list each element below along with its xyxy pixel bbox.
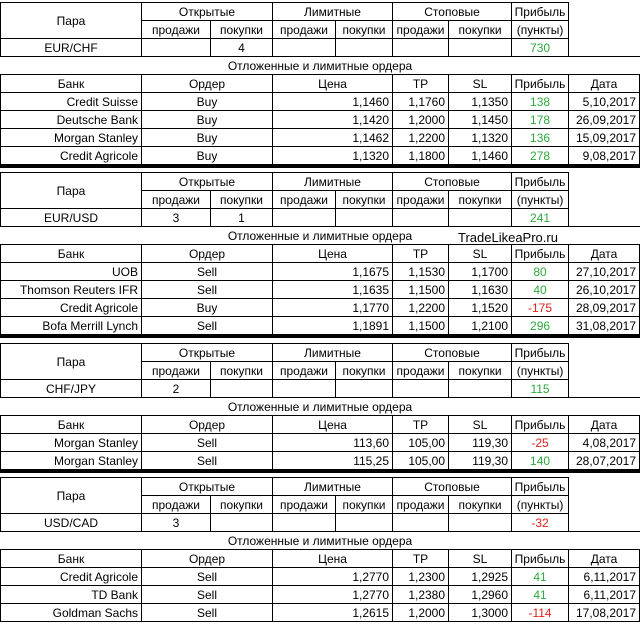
bank-name: Credit Agricole xyxy=(1,299,142,317)
bank-name: Deutsche Bank xyxy=(1,111,142,129)
order-type: Sell xyxy=(142,568,273,586)
order-date: 26,10,2017 xyxy=(569,281,640,299)
order-tp: 1,2380 xyxy=(393,586,449,604)
stop-buys-header: покупки xyxy=(449,496,512,514)
pair-header: Пара xyxy=(1,3,142,39)
order-date: 6,11,2017 xyxy=(569,568,640,586)
open-header: Открытые xyxy=(142,173,273,191)
limit-header: Лимитные xyxy=(273,3,393,21)
pair-block-eur-usd xyxy=(0,172,640,338)
tp-header: TP xyxy=(393,245,449,263)
order-row xyxy=(1,111,640,129)
total-profit: 115 xyxy=(512,380,569,398)
order-profit: 178 xyxy=(512,111,569,129)
limit-buys-header: покупки xyxy=(336,21,393,39)
order-profit-header: Прибыль xyxy=(512,75,569,93)
bank-header: Банк xyxy=(1,245,142,263)
order-sl: 1,1520 xyxy=(449,299,512,317)
order-profit: 80 xyxy=(512,263,569,281)
order-date: 15,09,2017 xyxy=(569,129,640,147)
order-type: Sell xyxy=(142,263,273,281)
order-profit: 278 xyxy=(512,147,569,167)
pair-header: Пара xyxy=(1,173,142,209)
price-header: Цена xyxy=(273,416,393,434)
order-sl: 1,1350 xyxy=(449,93,512,111)
open-buys-header: покупки xyxy=(211,191,273,209)
order-price: 1,1770 xyxy=(273,299,393,317)
order-profit: 136 xyxy=(512,129,569,147)
pair-block-chf-jpy xyxy=(0,343,640,473)
open-sells-header: продажи xyxy=(142,496,211,514)
order-type: Sell xyxy=(142,281,273,299)
limit-sells-header: продажи xyxy=(273,191,336,209)
order-type: Sell xyxy=(142,604,273,622)
sl-header: SL xyxy=(449,550,512,568)
stop-buys-value xyxy=(449,209,512,227)
order-tp: 1,1500 xyxy=(393,281,449,299)
order-sl: 1,1700 xyxy=(449,263,512,281)
open-sells-value: 3 xyxy=(142,209,211,227)
order-type: Sell xyxy=(142,434,273,452)
order-price: 1,1420 xyxy=(273,111,393,129)
stop-sells-header: продажи xyxy=(393,496,449,514)
order-row xyxy=(1,263,640,281)
order-tp: 1,2000 xyxy=(393,111,449,129)
order-type: Buy xyxy=(142,299,273,317)
order-date: 9,08,2017 xyxy=(569,147,640,167)
tp-header: TP xyxy=(393,416,449,434)
order-date: 28,07,2017 xyxy=(569,452,640,472)
limit-buys-value xyxy=(336,39,393,57)
total-profit: 730 xyxy=(512,39,569,57)
order-date: 6,11,2017 xyxy=(569,586,640,604)
limit-sells-header: продажи xyxy=(273,496,336,514)
order-type: Buy xyxy=(142,111,273,129)
order-tp: 1,1800 xyxy=(393,147,449,167)
limit-sells-value xyxy=(273,380,336,398)
stop-buys-header: покупки xyxy=(449,191,512,209)
profit-header: Прибыль xyxy=(512,173,569,191)
order-profit: 40 xyxy=(512,281,569,299)
order-type: Buy xyxy=(142,129,273,147)
limit-sells-header: продажи xyxy=(273,21,336,39)
date-header: Дата xyxy=(569,245,640,263)
bank-header: Банк xyxy=(1,75,142,93)
limit-buys-value xyxy=(336,380,393,398)
stop-header: Стоповые xyxy=(393,3,512,21)
sl-header: SL xyxy=(449,416,512,434)
pair-name: EUR/USD xyxy=(1,209,142,227)
order-type: Sell xyxy=(142,586,273,604)
stop-header: Стоповые xyxy=(393,344,512,362)
order-price: 1,1320 xyxy=(273,147,393,167)
order-price: 1,1635 xyxy=(273,281,393,299)
stop-sells-value xyxy=(393,209,449,227)
stop-sells-header: продажи xyxy=(393,362,449,380)
bank-name: TD Bank xyxy=(1,586,142,604)
points-header: (пункты) xyxy=(512,21,569,39)
bank-name: UOB xyxy=(1,263,142,281)
order-sl: 1,1450 xyxy=(449,111,512,129)
order-price: 1,1675 xyxy=(273,263,393,281)
order-tp: 105,00 xyxy=(393,452,449,472)
stop-sells-header: продажи xyxy=(393,21,449,39)
points-header: (пункты) xyxy=(512,496,569,514)
order-tp: 1,1530 xyxy=(393,263,449,281)
bank-name: Morgan Stanley xyxy=(1,434,142,452)
limit-buys-header: покупки xyxy=(336,362,393,380)
order-sl: 119,30 xyxy=(449,452,512,472)
bank-header: Банк xyxy=(1,416,142,434)
open-sells-value xyxy=(142,39,211,57)
pending-orders-title: Отложенные и лимитные ордера xyxy=(1,398,640,416)
order-tp: 1,2200 xyxy=(393,129,449,147)
order-profit: 138 xyxy=(512,93,569,111)
bank-name: Goldman Sachs xyxy=(1,604,142,622)
date-header: Дата xyxy=(569,75,640,93)
order-profit: 41 xyxy=(512,586,569,604)
open-buys-header: покупки xyxy=(211,496,273,514)
order-price: 115,25 xyxy=(273,452,393,472)
stop-sells-value xyxy=(393,380,449,398)
limit-header: Лимитные xyxy=(273,173,393,191)
order-tp: 1,1500 xyxy=(393,317,449,337)
open-buys-value xyxy=(211,380,273,398)
order-type: Buy xyxy=(142,147,273,167)
order-row xyxy=(1,586,640,604)
order-profit: 41 xyxy=(512,568,569,586)
stop-buys-value xyxy=(449,39,512,57)
order-date: 17,08,2017 xyxy=(569,604,640,622)
date-header: Дата xyxy=(569,416,640,434)
order-type: Buy xyxy=(142,93,273,111)
order-profit: 296 xyxy=(512,317,569,337)
total-profit: -32 xyxy=(512,514,569,532)
order-price: 1,2615 xyxy=(273,604,393,622)
order-profit: -175 xyxy=(512,299,569,317)
order-price: 1,2770 xyxy=(273,568,393,586)
pending-orders-title: Отложенные и лимитные ордера xyxy=(1,227,640,245)
limit-buys-header: покупки xyxy=(336,496,393,514)
limit-sells-value xyxy=(273,39,336,57)
order-row xyxy=(1,568,640,586)
order-sl: 1,2960 xyxy=(449,586,512,604)
order-row xyxy=(1,147,640,167)
limit-sells-header: продажи xyxy=(273,362,336,380)
order-type: Sell xyxy=(142,452,273,472)
order-profit: -25 xyxy=(512,434,569,452)
order-date: 28,09,2017 xyxy=(569,299,640,317)
order-date: 5,10,2017 xyxy=(569,93,640,111)
pair-name: CHF/JPY xyxy=(1,380,142,398)
price-header: Цена xyxy=(273,550,393,568)
open-sells-value: 2 xyxy=(142,380,211,398)
order-profit: -114 xyxy=(512,604,569,622)
stop-buys-value xyxy=(449,514,512,532)
profit-header: Прибыль xyxy=(512,478,569,496)
tp-header: TP xyxy=(393,550,449,568)
open-header: Открытые xyxy=(142,3,273,21)
total-profit: 241 xyxy=(512,209,569,227)
open-sells-header: продажи xyxy=(142,191,211,209)
order-price: 1,2770 xyxy=(273,586,393,604)
stop-sells-value xyxy=(393,39,449,57)
open-sells-value: 3 xyxy=(142,514,211,532)
order-price: 1,1891 xyxy=(273,317,393,337)
pair-header: Пара xyxy=(1,478,142,514)
limit-header: Лимитные xyxy=(273,344,393,362)
limit-buys-value xyxy=(336,209,393,227)
order-sl: 1,1320 xyxy=(449,129,512,147)
order-row xyxy=(1,434,640,452)
bank-name: Thomson Reuters IFR xyxy=(1,281,142,299)
pair-name: EUR/CHF xyxy=(1,39,142,57)
bank-name: Morgan Stanley xyxy=(1,452,142,472)
tp-header: TP xyxy=(393,75,449,93)
open-buys-header: покупки xyxy=(211,362,273,380)
order-date: 27,10,2017 xyxy=(569,263,640,281)
order-row xyxy=(1,281,640,299)
order-row xyxy=(1,93,640,111)
order-header: Ордер xyxy=(142,416,273,434)
open-buys-header: покупки xyxy=(211,21,273,39)
order-date: 31,08,2017 xyxy=(569,317,640,337)
order-sl: 119,30 xyxy=(449,434,512,452)
bank-name: Credit Agricole xyxy=(1,568,142,586)
bank-name: Credit Agricole xyxy=(1,147,142,167)
order-row xyxy=(1,299,640,317)
stop-sells-value xyxy=(393,514,449,532)
price-header: Цена xyxy=(273,245,393,263)
order-row xyxy=(1,317,640,337)
points-header: (пункты) xyxy=(512,191,569,209)
sl-header: SL xyxy=(449,245,512,263)
limit-buys-header: покупки xyxy=(336,191,393,209)
stop-sells-header: продажи xyxy=(393,191,449,209)
stop-buys-header: покупки xyxy=(449,362,512,380)
order-sl: 1,2925 xyxy=(449,568,512,586)
order-tp: 1,2200 xyxy=(393,299,449,317)
pair-block-eur-chf xyxy=(0,2,640,168)
order-sl: 1,2100 xyxy=(449,317,512,337)
price-header: Цена xyxy=(273,75,393,93)
order-header: Ордер xyxy=(142,550,273,568)
bank-name: Credit Suisse xyxy=(1,93,142,111)
order-sl: 1,3000 xyxy=(449,604,512,622)
order-profit-header: Прибыль xyxy=(512,245,569,263)
limit-sells-value xyxy=(273,514,336,532)
order-price: 1,1462 xyxy=(273,129,393,147)
order-profit: 140 xyxy=(512,452,569,472)
bank-name: Bofa Merrill Lynch xyxy=(1,317,142,337)
date-header: Дата xyxy=(569,550,640,568)
order-header: Ордер xyxy=(142,75,273,93)
order-row xyxy=(1,452,640,472)
order-profit-header: Прибыль xyxy=(512,416,569,434)
order-profit-header: Прибыль xyxy=(512,550,569,568)
open-buys-value: 4 xyxy=(211,39,273,57)
profit-header: Прибыль xyxy=(512,3,569,21)
limit-sells-value xyxy=(273,209,336,227)
watermark: TradeLikeaPro.ru xyxy=(458,230,558,245)
order-date: 26,09,2017 xyxy=(569,111,640,129)
points-header: (пункты) xyxy=(512,362,569,380)
stop-header: Стоповые xyxy=(393,173,512,191)
order-row xyxy=(1,129,640,147)
order-header: Ордер xyxy=(142,245,273,263)
order-price: 113,60 xyxy=(273,434,393,452)
order-tp: 105,00 xyxy=(393,434,449,452)
open-buys-value: 1 xyxy=(211,209,273,227)
pair-block-usd-cad xyxy=(0,477,640,622)
open-header: Открытые xyxy=(142,478,273,496)
order-sl: 1,1460 xyxy=(449,147,512,167)
pending-orders-title: Отложенные и лимитные ордера xyxy=(1,57,640,75)
open-sells-header: продажи xyxy=(142,362,211,380)
limit-buys-value xyxy=(336,514,393,532)
bank-name: Morgan Stanley xyxy=(1,129,142,147)
limit-header: Лимитные xyxy=(273,478,393,496)
order-tp: 1,1760 xyxy=(393,93,449,111)
stop-header: Стоповые xyxy=(393,478,512,496)
sl-header: SL xyxy=(449,75,512,93)
stop-buys-value xyxy=(449,380,512,398)
order-price: 1,1460 xyxy=(273,93,393,111)
order-date: 4,08,2017 xyxy=(569,434,640,452)
order-type: Sell xyxy=(142,317,273,337)
stop-buys-header: покупки xyxy=(449,21,512,39)
open-buys-value xyxy=(211,514,273,532)
profit-header: Прибыль xyxy=(512,344,569,362)
pair-header: Пара xyxy=(1,344,142,380)
order-row xyxy=(1,604,640,622)
open-sells-header: продажи xyxy=(142,21,211,39)
order-tp: 1,2300 xyxy=(393,568,449,586)
order-tp: 1,2000 xyxy=(393,604,449,622)
open-header: Открытые xyxy=(142,344,273,362)
pending-orders-title: Отложенные и лимитные ордера xyxy=(1,532,640,550)
order-sl: 1,1630 xyxy=(449,281,512,299)
bank-header: Банк xyxy=(1,550,142,568)
pair-name: USD/CAD xyxy=(1,514,142,532)
